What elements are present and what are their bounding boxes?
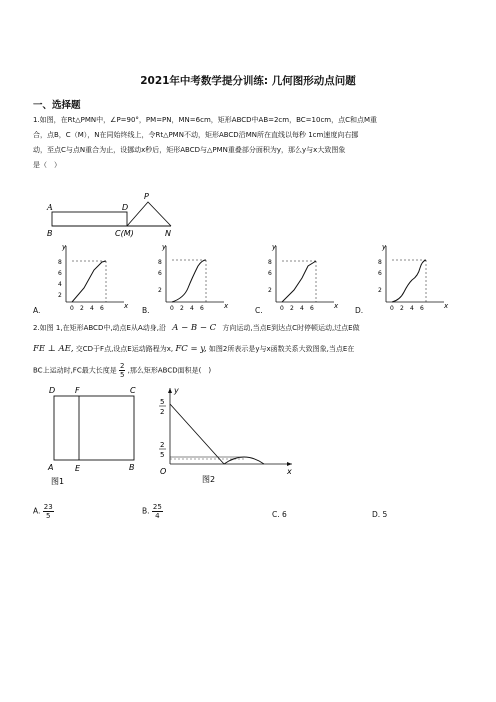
tick-x-0: 0	[280, 305, 284, 312]
tick-y-6: 6	[378, 270, 382, 277]
q1-line-3: 动，至点C与点N重合为止，设挪动x秒后，矩形ABCD与△PMN重叠部分面积为y，那么y与x大致图象	[33, 146, 346, 154]
label-e: E	[75, 464, 81, 473]
q2-text: 方向运动,当点E到达点C时停顿运动,过点E做	[222, 324, 360, 332]
tick-y-8: 8	[268, 259, 272, 266]
q1-option-c[interactable]: C.	[255, 306, 263, 315]
tick-y-6: 6	[268, 270, 272, 277]
y-axis-label: y	[174, 386, 179, 395]
figure-1-caption: 图1	[51, 477, 65, 486]
label-a: A	[47, 203, 53, 212]
q1-line-2: 合，点B，C（M），N在同始终线上，令Rt△PMN不动，矩形ABCD沿MN所在直线以每秒 1cm速度向右挪	[33, 131, 359, 139]
tick-y-6: 6	[58, 270, 62, 277]
q1-graph-a	[40, 240, 130, 316]
tick-x-6: 6	[100, 305, 104, 312]
triangle-pmn	[127, 202, 171, 226]
tick-x-2: 2	[180, 305, 184, 312]
q1-text	[33, 113, 465, 173]
rectangle-abcd	[54, 396, 134, 460]
tick-y-2: 2	[378, 287, 382, 294]
label-f: F	[75, 386, 80, 395]
tick-y-2: 2	[158, 287, 162, 294]
q2-text: 交CD于F点,设点E运动路程为x,	[75, 345, 174, 353]
tick-x-2: 2	[290, 305, 294, 312]
q1-option-d[interactable]: D.	[355, 306, 364, 315]
label-n: N	[165, 229, 171, 238]
q2-fc-formula: FC = y,	[175, 344, 207, 354]
label-a: A	[48, 463, 54, 472]
label-b: B	[129, 463, 135, 472]
y-axis-label: y	[162, 243, 167, 251]
label-d: D	[122, 203, 129, 212]
tick-x-4: 4	[410, 305, 414, 312]
q2-text: ,那么矩形ABCD面积是( )	[127, 366, 212, 375]
q2-text: BC上运动时,FC最大长度是	[33, 366, 117, 375]
rectangle-abcd	[52, 212, 127, 226]
label-b: B	[47, 229, 53, 238]
q1-graph-d	[360, 240, 450, 316]
tick-x-6: 6	[420, 305, 424, 312]
tick-y-8: 8	[58, 259, 62, 266]
q2-text: 2.如图 1,在矩形ABCD中,动点E从A动身,沿	[33, 324, 166, 332]
q2-text: 如图2所表示是y与x函数关系大致图象,当点E在	[208, 345, 355, 353]
y-axis-label: y	[382, 243, 387, 251]
q2-option-b[interactable]: B. $\frac{25}{4}$	[142, 503, 162, 520]
q2-figure-1	[44, 384, 144, 488]
label-p: P	[144, 192, 149, 201]
tick-y-2: 2	[268, 287, 272, 294]
q1-line-1: 1.如图，在Rt△PMN中，∠P=90°，PM=PN，MN=6cm，矩形ABCD中AB=2cm，BC=10cm，点C和点M重	[33, 116, 378, 124]
y-axis-label: y	[62, 243, 67, 251]
y-axis-label: y	[272, 243, 277, 251]
q2-figure-2	[152, 384, 302, 488]
label-d: D	[49, 386, 56, 395]
q1-graph-b	[140, 240, 230, 316]
tick-y-2: 2	[58, 292, 62, 299]
tick-y-mid-den: 5	[160, 451, 165, 459]
q1-line-4: 是（ ）	[33, 161, 61, 169]
figure-2-caption: 图2	[202, 475, 216, 484]
tick-y-4: 4	[58, 281, 62, 288]
q2-option-d[interactable]: D. 5	[372, 510, 388, 519]
tick-y-top-num: 5	[160, 398, 165, 406]
x-axis-label: x	[444, 302, 449, 310]
tick-y-6: 6	[158, 270, 162, 277]
tick-x-2: 2	[80, 305, 84, 312]
x-axis-label: x	[224, 302, 229, 310]
q1-graph-c	[250, 240, 340, 316]
q2-line-1	[33, 321, 465, 336]
arc-segment	[224, 457, 264, 464]
x-axis-label: x	[287, 467, 292, 476]
q2-fraction: $\frac{2}{5}$	[119, 362, 125, 379]
q1-option-b[interactable]: B.	[142, 306, 150, 315]
label-c: C	[130, 386, 136, 395]
section-heading: 一、选择题	[33, 100, 81, 111]
q2-option-c[interactable]: C. 6	[272, 510, 287, 519]
x-axis-label: x	[124, 302, 129, 310]
tick-x-6: 6	[310, 305, 314, 312]
tick-x-4: 4	[90, 305, 94, 312]
q2-line-2	[33, 342, 465, 357]
tick-x-0: 0	[170, 305, 174, 312]
q1-option-a[interactable]: A.	[33, 306, 41, 315]
tick-y-8: 8	[158, 259, 162, 266]
q2-line-3	[33, 362, 465, 379]
q2-path-formula: A − B − C	[172, 323, 217, 333]
tick-y-top-den: 2	[160, 408, 165, 416]
option-b-fraction: $\frac{25}{4}$	[152, 503, 162, 520]
page-title: 2021年中考数学提分训练: 几何图形动点问题	[140, 75, 356, 87]
tick-y-8: 8	[378, 259, 382, 266]
decreasing-segment	[170, 404, 224, 464]
label-cm: C(M)	[115, 229, 134, 238]
q1-figure	[44, 190, 184, 238]
origin-label: O	[160, 467, 167, 476]
q2-perp-formula: FE ⊥ AE,	[33, 344, 74, 354]
tick-x-4: 4	[190, 305, 194, 312]
tick-x-6: 6	[200, 305, 204, 312]
tick-x-0: 0	[70, 305, 74, 312]
tick-x-2: 2	[400, 305, 404, 312]
q2-option-a[interactable]: A. $\frac{23}{5}$	[33, 503, 53, 520]
tick-x-4: 4	[300, 305, 304, 312]
tick-x-0: 0	[390, 305, 394, 312]
x-axis-label: x	[334, 302, 339, 310]
option-a-fraction: $\frac{23}{5}$	[43, 503, 53, 520]
tick-y-mid-num: 2	[160, 441, 165, 449]
